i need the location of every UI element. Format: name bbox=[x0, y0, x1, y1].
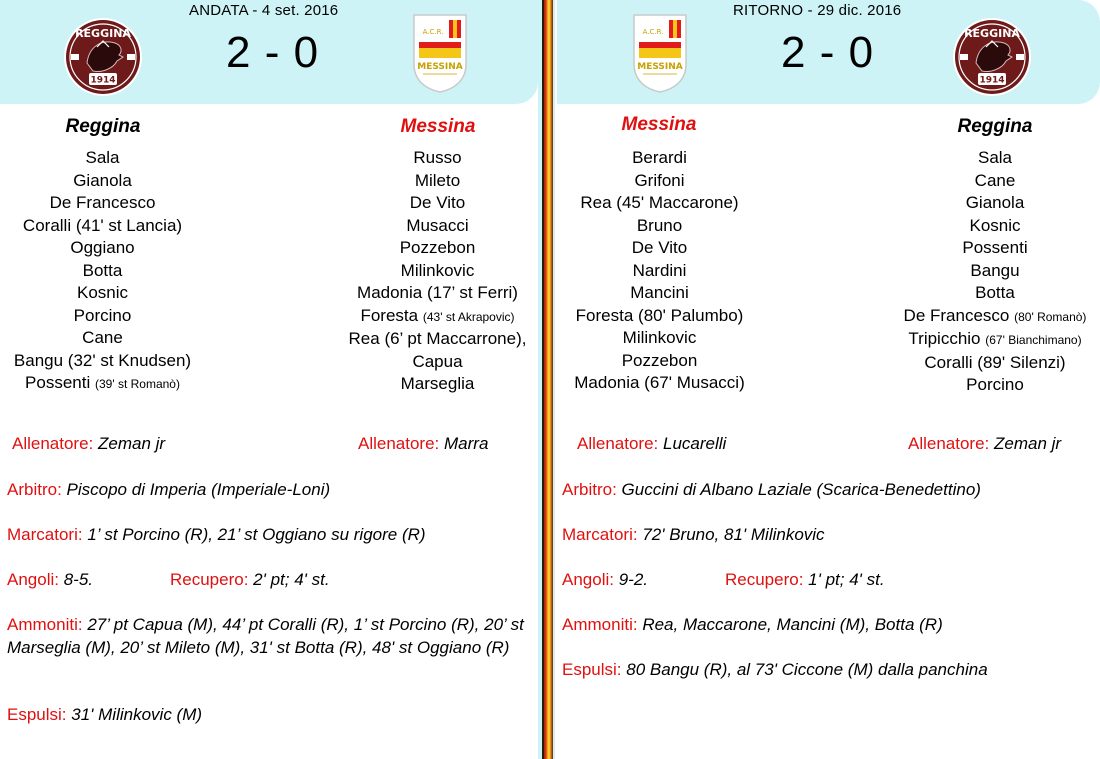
lineup-player bbox=[0, 372, 205, 396]
stoppage-label: Recupero: bbox=[725, 570, 804, 589]
ritorno-home-lineup bbox=[557, 147, 762, 395]
andata-away-coach-row bbox=[358, 433, 488, 456]
sendoffs-label: Espulsi: bbox=[562, 660, 622, 679]
center-divider-stripe bbox=[538, 0, 555, 759]
lineup-player bbox=[335, 282, 540, 305]
player-name: Porcino bbox=[966, 375, 1024, 394]
player-name: Madonia (67' Musacci) bbox=[574, 373, 745, 392]
lineup-player bbox=[0, 282, 205, 305]
substitution-note: (43' st Akrapovic) bbox=[422, 309, 515, 324]
lineup-player bbox=[885, 260, 1100, 283]
referee-label: Arbitro: bbox=[7, 480, 62, 499]
andata-home-coach-row bbox=[12, 433, 165, 456]
lineup-player bbox=[885, 352, 1100, 375]
reggina-logo-text: REGGINA bbox=[75, 27, 131, 40]
ritorno-home-team: Messina bbox=[621, 114, 697, 135]
substitution-note: (80' Romanò) bbox=[1014, 309, 1087, 324]
lineup-player bbox=[557, 282, 762, 305]
reggina-logo-year: 1914 bbox=[979, 75, 1005, 86]
ritorno-referee-row bbox=[562, 479, 981, 502]
lineup-player bbox=[885, 170, 1100, 193]
lineup-player bbox=[335, 373, 540, 396]
ritorno-away-coach-row bbox=[908, 433, 1061, 456]
lineup-player bbox=[0, 215, 205, 238]
player-name: Pozzebon bbox=[399, 238, 476, 257]
player-name: Possenti bbox=[962, 238, 1028, 257]
lineup-player bbox=[335, 351, 540, 374]
lineup-player bbox=[885, 215, 1100, 238]
player-name: Botta bbox=[975, 283, 1015, 302]
ritorno-score: 2 - 0 bbox=[781, 28, 875, 77]
messina-logo-name: MESSINA bbox=[417, 62, 463, 72]
lineup-player bbox=[0, 147, 205, 170]
reggina-logo-year: 1914 bbox=[90, 75, 116, 86]
lineup-player bbox=[885, 192, 1100, 215]
stoppage-label: Recupero: bbox=[170, 570, 249, 589]
player-name: Porcino bbox=[73, 305, 132, 325]
andata-corners: 8-5. bbox=[63, 570, 94, 589]
ritorno-sendoffs: 80 Bangu (R), al 73' Ciccone (M) dalla panchina bbox=[626, 660, 988, 679]
ritorno-stoppage-row bbox=[725, 569, 885, 592]
messina-logo bbox=[631, 12, 689, 94]
lineup-player bbox=[0, 237, 205, 260]
player-name: De Francesco bbox=[49, 193, 156, 212]
ritorno-corners-row bbox=[562, 569, 648, 592]
player-name: Cane bbox=[82, 328, 123, 347]
andata-sendoffs-row bbox=[7, 704, 202, 727]
lineup-player bbox=[335, 170, 540, 193]
ritorno-title: RITORNO - 29 dic. 2016 bbox=[733, 2, 902, 19]
andata-sendoffs: 31' Milinkovic (M) bbox=[71, 705, 203, 724]
player-name: Musacci bbox=[406, 215, 469, 235]
andata-referee: Piscopo di Imperia (Imperiale-Loni) bbox=[66, 480, 331, 499]
lineup-player bbox=[0, 327, 205, 350]
lineup-player bbox=[335, 305, 540, 329]
player-name: Bangu (32' st Knudsen) bbox=[13, 350, 192, 370]
player-name: Capua bbox=[412, 351, 463, 371]
andata-home-lineup bbox=[0, 147, 205, 396]
lineup-player bbox=[0, 260, 205, 283]
bookings-label: Ammoniti: bbox=[562, 615, 638, 634]
andata-score: 2 - 0 bbox=[226, 28, 320, 77]
ritorno-panel bbox=[555, 0, 1100, 759]
lineup-player bbox=[0, 350, 205, 373]
lineup-player bbox=[557, 192, 762, 215]
lineup-player bbox=[885, 305, 1100, 329]
lineup-player bbox=[0, 305, 205, 328]
lineup-player bbox=[557, 260, 762, 283]
andata-away-coach: Marra bbox=[444, 434, 489, 453]
andata-home-team: Reggina bbox=[65, 116, 141, 137]
corners-label: Angoli: bbox=[7, 570, 59, 589]
player-name: Botta bbox=[82, 260, 123, 280]
player-name: Nardini bbox=[632, 260, 687, 280]
lineup-player bbox=[557, 327, 762, 350]
ritorno-referee: Guccini di Albano Laziale (Scarica-Benedettino) bbox=[621, 480, 981, 499]
ritorno-sendoffs-row bbox=[562, 659, 988, 682]
player-name: Mancini bbox=[630, 283, 689, 302]
player-name: Milinkovic bbox=[400, 260, 475, 280]
player-name: Rea (6’ pt Maccarrone), bbox=[348, 329, 527, 348]
reggina-logo bbox=[952, 17, 1032, 97]
ritorno-stoppage: 1' pt; 4' st. bbox=[808, 570, 885, 589]
player-name: Pozzebon bbox=[621, 350, 698, 370]
andata-header-banner bbox=[0, 0, 538, 104]
reggina-logo-text: REGGINA bbox=[964, 27, 1020, 40]
player-name: Gianola bbox=[73, 170, 132, 190]
player-name: Marseglia bbox=[400, 374, 475, 393]
lineup-player bbox=[557, 215, 762, 238]
andata-panel bbox=[0, 0, 545, 759]
player-name: Kosnic bbox=[969, 215, 1021, 235]
player-name: Sala bbox=[977, 148, 1013, 167]
player-name: Sala bbox=[85, 148, 120, 167]
andata-stoppage-row bbox=[170, 569, 330, 592]
player-name: Foresta (80' Palumbo) bbox=[575, 305, 744, 325]
substitution-note: (67' Bianchimano) bbox=[985, 333, 1082, 347]
lineup-player bbox=[557, 372, 762, 395]
player-name: Rea (45' Maccarone) bbox=[580, 193, 739, 212]
messina-logo bbox=[411, 12, 469, 94]
bookings-label: Ammoniti: bbox=[7, 615, 83, 634]
messina-logo-initials: A.C.R. bbox=[422, 28, 444, 36]
ritorno-home-coach: Lucarelli bbox=[663, 434, 727, 453]
player-name: Bruno bbox=[636, 215, 683, 235]
ritorno-away-team: Reggina bbox=[957, 116, 1033, 137]
lineup-player bbox=[885, 374, 1100, 397]
ritorno-scorers-row bbox=[562, 524, 825, 547]
player-name: Grifoni bbox=[634, 170, 685, 190]
andata-title: ANDATA - 4 set. 2016 bbox=[189, 2, 339, 19]
sendoffs-label: Espulsi: bbox=[7, 705, 67, 724]
lineup-player bbox=[885, 282, 1100, 305]
lineup-player bbox=[335, 328, 540, 351]
lineup-player bbox=[557, 237, 762, 260]
player-name: Milinkovic bbox=[622, 328, 697, 347]
coach-label: Allenatore: bbox=[577, 434, 659, 453]
player-name: Kosnic bbox=[76, 283, 129, 302]
player-name: Mileto bbox=[414, 170, 461, 190]
lineup-player bbox=[885, 328, 1100, 352]
ritorno-bookings-row bbox=[562, 614, 943, 637]
ritorno-home-coach-row bbox=[577, 433, 726, 456]
lineup-player bbox=[335, 147, 540, 170]
ritorno-scorers: 72' Bruno, 81' Milinkovic bbox=[642, 525, 825, 544]
messina-logo-name: MESSINA bbox=[637, 62, 683, 72]
andata-stoppage: 2' pt; 4' st. bbox=[253, 570, 330, 589]
lineup-player bbox=[335, 260, 540, 283]
scorers-label: Marcatori: bbox=[562, 525, 638, 544]
player-name: Foresta bbox=[360, 305, 419, 325]
andata-scorers-row bbox=[7, 524, 426, 547]
lineup-player bbox=[557, 350, 762, 373]
player-name: Cane bbox=[974, 170, 1016, 190]
player-name: Oggiano bbox=[70, 238, 135, 257]
lineup-player bbox=[335, 215, 540, 238]
andata-home-coach: Zeman jr bbox=[98, 434, 166, 453]
substitution-note: (39' st Romanò) bbox=[94, 377, 180, 391]
ritorno-away-coach: Zeman jr bbox=[994, 434, 1062, 453]
andata-bookings: 27’ pt Capua (M), 44’ pt Coralli (R), 1’ st Porcino (R), 20’ st Marseglia (M), 20’ st Mileto (M), 31' st Botta (R), 48' st Oggiano (R) bbox=[7, 615, 524, 657]
player-name: Possenti bbox=[25, 373, 91, 392]
player-name: Madonia (17’ st Ferri) bbox=[357, 283, 518, 302]
andata-away-team: Messina bbox=[400, 116, 476, 137]
lineup-player bbox=[335, 237, 540, 260]
coach-label: Allenatore: bbox=[12, 434, 94, 453]
reggina-logo bbox=[63, 17, 143, 97]
scorers-label: Marcatori: bbox=[7, 525, 83, 544]
lineup-player bbox=[557, 305, 762, 328]
coach-label: Allenatore: bbox=[358, 434, 440, 453]
lineup-player bbox=[0, 192, 205, 215]
ritorno-away-lineup bbox=[885, 147, 1100, 397]
player-name: De Francesco bbox=[903, 305, 1010, 325]
messina-logo-initials: A.C.R. bbox=[642, 28, 664, 36]
ritorno-bookings: Rea, Maccarone, Mancini (M), Botta (R) bbox=[642, 615, 943, 634]
andata-away-lineup bbox=[335, 147, 540, 396]
ritorno-header-banner bbox=[557, 0, 1100, 104]
player-name: Tripicchio bbox=[908, 329, 981, 348]
coach-label: Allenatore: bbox=[908, 434, 990, 453]
andata-bookings-row bbox=[7, 614, 527, 659]
player-name: Russo bbox=[413, 148, 462, 167]
player-name: De Vito bbox=[409, 193, 466, 212]
lineup-player bbox=[0, 170, 205, 193]
andata-scorers: 1’ st Porcino (R), 21’ st Oggiano su rigore (R) bbox=[87, 525, 426, 544]
lineup-player bbox=[885, 147, 1100, 170]
player-name: De Vito bbox=[631, 238, 688, 257]
player-name: Berardi bbox=[632, 148, 687, 167]
player-name: Coralli (41' st Lancia) bbox=[22, 215, 183, 235]
lineup-player bbox=[557, 170, 762, 193]
player-name: Coralli (89' Silenzi) bbox=[924, 352, 1066, 372]
andata-corners-row bbox=[7, 569, 93, 592]
lineup-player bbox=[335, 192, 540, 215]
lineup-player bbox=[557, 147, 762, 170]
player-name: Gianola bbox=[965, 193, 1025, 212]
corners-label: Angoli: bbox=[562, 570, 614, 589]
referee-label: Arbitro: bbox=[562, 480, 617, 499]
andata-referee-row bbox=[7, 479, 330, 502]
player-name: Bangu bbox=[970, 260, 1020, 280]
ritorno-corners: 9-2. bbox=[618, 570, 649, 589]
lineup-player bbox=[885, 237, 1100, 260]
